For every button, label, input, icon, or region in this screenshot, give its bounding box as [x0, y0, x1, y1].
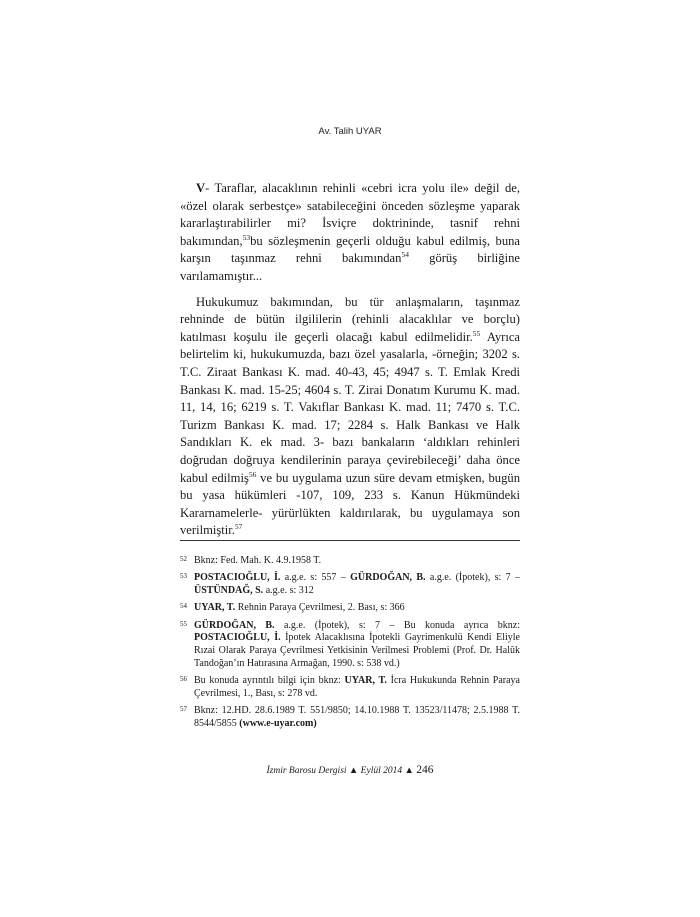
main-text [180, 180, 520, 548]
footnote-number: 55 [180, 619, 187, 628]
footnote-number: 52 [180, 555, 187, 563]
footnote-number: 54 [180, 602, 187, 611]
footnote-author: (www.e-uyar.com) [239, 718, 317, 730]
footnote-part: a.g.e. (İpotek), s: 7 – Bu konuda ayrıca bknz: [274, 619, 520, 631]
footnote-part: Rehnin Paraya Çevrilmesi, 2. Bası, s: 366 [235, 602, 405, 614]
running-header: Av. Talih UYAR [318, 126, 382, 137]
footnote-number: 57 [180, 705, 187, 714]
footnote-text [194, 555, 520, 568]
footnote-text [194, 620, 520, 671]
footnote-part: a.g.e. (İpotek), s: 7 – [425, 572, 520, 584]
footnotes [180, 555, 520, 736]
footnote-ref-56[interactable]: 56 [248, 469, 257, 479]
page-number: 246 [416, 764, 434, 776]
paragraph-text: - Taraflar, alacaklının rehinli «cebri icra yolu ile» değil de, «özel olarak serbestçe» satabileceğini önceden sözleşme yaparak kararlaştırabilirler mi? İsviçre doktrininde, tasnif rehni bakımından, [180, 181, 520, 248]
footnote-author: ÜSTÜNDAĞ, S. [194, 585, 264, 597]
footnote-56 [180, 675, 520, 701]
footnote-part: Bknz: 12.HD. 28.6.1989 T. 551/9850; 14.10.1988 T. 13523/11478; 2.5.1988 T. 8544/5855 [194, 705, 520, 730]
footnote-53 [180, 572, 520, 598]
footnote-text [194, 675, 520, 701]
paragraph-text: Ayrıca belirtelim ki, hukukumuzda, bazı özel yasalarla, -örneğin; 3202 s. T.C. Ziraat Bankası K. mad. 40-43, 45; 4947 s. T. Emlak Kredi Bankası K. mad. 15-25; 4604 s. T. Zirai Donatım Kurumu K. mad. 11, 14, 16; 6219 s. T. Vakıflar Bankası K. mad. 11; 7470 s. T.C. Turizm Bankası K. mad. 17; 2284 s. Halk Bankası ve Halk Sandıkları K. ek mad. 3- bazı bankaların ‘aldıkları rehinleri doğrudan doğruya kendilerinin paraya çevirebileceği’ daha önce kabul edilmiş [180, 329, 521, 485]
paragraph-text: bu sözleşmenin geçerli olduğu kabul edilmiş, buna karşın taşınmaz rehni bakımından [180, 233, 520, 266]
footnote-author: GÜRDOĞAN, B. [350, 572, 426, 584]
footnote-text [194, 572, 520, 598]
section-letter: V [196, 181, 206, 195]
footnote-54 [180, 602, 520, 615]
footnote-number: 56 [180, 675, 187, 684]
footnote-author: UYAR, T. [344, 675, 387, 687]
footnote-part: Bknz: Fed. Mah. K. 4.9.1958 T. [194, 555, 322, 566]
footnote-ref-57[interactable]: 57 [234, 522, 243, 532]
footnote-part: İpotek Alacaklısına İpotekli Gayrimenkulü Kendi Eliyle Rızai Olarak Paraya Çevrilmesi Yetkisinin Verilmesi Problemi (Prof. Dr. Halûk Tandoğan’ın Hatırasına Armağan, 1990. s: 538 vd.) [194, 632, 520, 670]
paragraph-1 [180, 180, 520, 286]
footnote-text [194, 602, 520, 615]
page-footer [0, 764, 700, 776]
footnote-part: İcra Hukukunda Rehnin Paraya Çevrilmesi, 1., Bası, s: 278 vd. [194, 675, 520, 700]
footnote-part: Bu konuda ayrıntılı bilgi için bknz: [194, 675, 345, 687]
footnote-text [194, 705, 520, 731]
paragraph-text: ve bu uygulama uzun süre devam etmişken, bugün bu yasa hükümleri -107, 109, 233 s. Kanun Hükmündeki Kararnamelerle- yürürlükten kaldırılarak, bu uygulamaya son verilmiştir. [180, 470, 520, 538]
footnote-part: a.g.e. s: 557 – [280, 572, 351, 584]
footnote-author: POSTACIOĞLU, İ. [194, 632, 281, 644]
footnote-author: GÜRDOĞAN, B. [194, 619, 275, 631]
footnote-author: UYAR, T. [194, 602, 236, 614]
footnote-ref-53[interactable]: 53 [242, 232, 251, 242]
footnote-55 [180, 620, 520, 671]
journal-name: İzmir Barosu Dergisi ▲ Eylül 2014 ▲ [266, 766, 414, 776]
footnote-divider [180, 540, 520, 541]
footnote-part: a.g.e. s: 312 [263, 585, 314, 597]
footnote-ref-54[interactable]: 54 [401, 250, 409, 260]
paragraph-2 [180, 294, 520, 540]
footnote-author: POSTACIOĞLU, İ. [194, 572, 281, 584]
footnote-52 [180, 555, 520, 568]
footnote-57 [180, 705, 520, 731]
paragraph-text: Hukukumuz bakımından, bu tür anlaşmaların, taşınmaz rehninde de bütün ilgililerin (rehinli alacaklılar ve borçlu) katılması koşulu ile geçerli olacağı kabul edilmelidir. [180, 294, 520, 344]
paragraph-text: görüş birliğine varılamamıştır... [180, 251, 520, 283]
footnote-number: 53 [180, 572, 187, 581]
footnote-ref-55[interactable]: 55 [472, 328, 481, 338]
